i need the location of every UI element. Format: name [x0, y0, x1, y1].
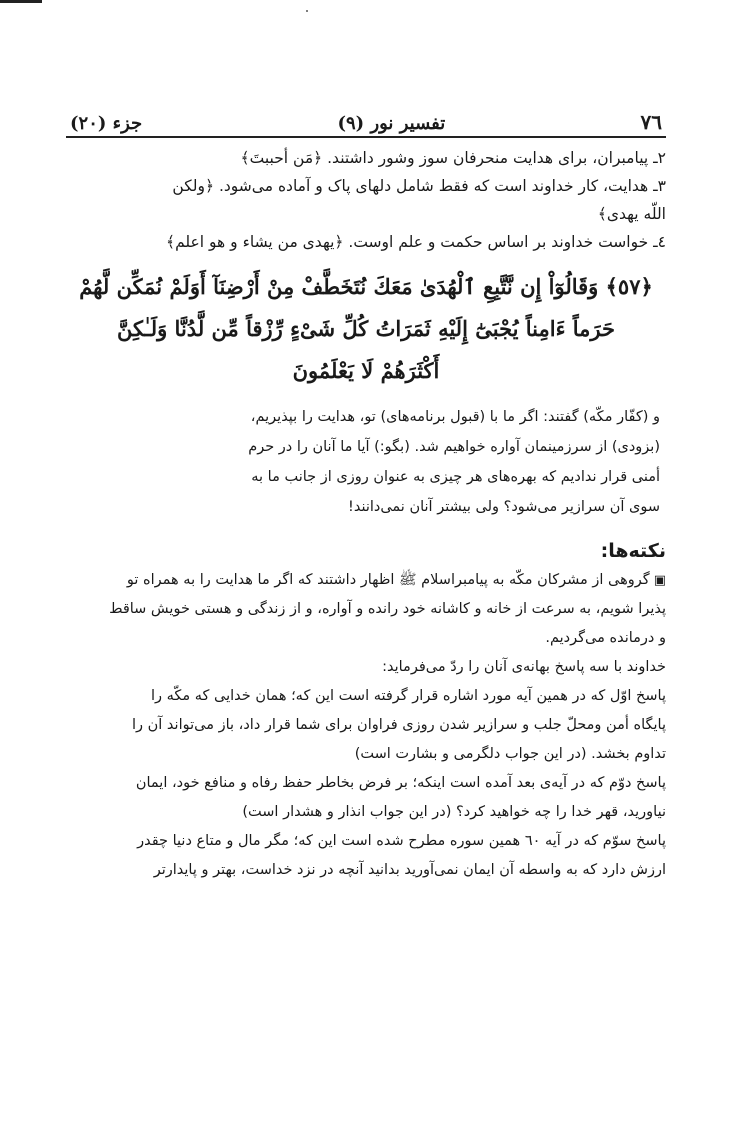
note-line-9: نیاورید، قهر خدا را چه خواهید کرد؟ (در این جواب انذار و هشدار است)	[242, 804, 666, 820]
verse-line-2: حَرَماً ءَامِناً يُجْبَىٰٓ إِلَيْهِ ثَمَرَاتُ كُلِّ شَىْءٍ رِّزْقاً مِّن لَّدُنَّا وَلَـٰكِنَّ	[116, 316, 616, 341]
page-header	[66, 104, 666, 138]
verse-translation	[66, 402, 666, 522]
note-line-4: خداوند با سه پاسخ بهانه‌ی آنان را ردّ می‌فرماید:	[382, 659, 666, 675]
verse-line-3: أَكْثَرَهُمْ لَا يَعْلَمُونَ	[292, 358, 440, 383]
point-4: ٤ـ خواست خداوند بر اساس حکمت و علم اوست. ﴿یهدی من یشاء و هو اعلم﴾	[166, 233, 666, 251]
notes-heading: نکته‌ها:	[600, 540, 666, 562]
point-2: ٢ـ پیامبران، برای هدایت منحرفان سوز وشور داشتند. ﴿مَن أحببتَ﴾	[240, 149, 666, 167]
note-line-5: پاسخ اوّل که در همین آیه مورد اشاره قرار گرفته است این که؛ همان خدایی که مکّه را	[150, 688, 666, 704]
note-line-6: پایگاه أمن ومحلّ جلب و سرازیر شدن روزی فراوان برای شما قرار داد، باز می‌تواند آن را	[132, 717, 666, 733]
square-bullet-icon: ▣	[653, 573, 666, 588]
translation-line-4: سوی آن سرازیر می‌شود؟ ولی بیشتر آنان نمی‌دانند!	[348, 499, 660, 515]
scan-dot	[306, 10, 308, 12]
note-line-11: ارزش دارد که به واسطه آن ایمان نمی‌آورید بدانید آنچه در نزد خداست، بهتر و پایدارتر	[153, 862, 666, 878]
note-line-10: پاسخ سوّم که در آیه ٦٠ همین سوره مطرح شده است این که؛ مگر مال و متاع دنیا چقدر	[137, 833, 666, 849]
note-line-1-text: گروهی از مشرکان مکّه به پیامبراسلام ﷺ اظهار داشتند که اگر ما هدایت را به همراه تو	[126, 572, 650, 588]
book-title: تفسیر نور (٩)	[337, 113, 446, 134]
book-page	[66, 104, 666, 885]
points-list	[66, 144, 666, 256]
note-line-1	[66, 566, 666, 595]
note-line-3: و درمانده می‌گردیم.	[545, 630, 666, 646]
notes-body	[66, 566, 666, 885]
top-rule-mark	[0, 0, 42, 3]
translation-line-2: (بزودی) از سرزمینمان آواره خواهیم شد. (بگو:) آیا ما آنان را در حرم	[248, 439, 660, 455]
note-line-7: تداوم بخشد. (در این جواب دلگرمی و بشارت است)	[354, 746, 666, 762]
point-3: ٣ـ هدایت، کار خداوند است که فقط شامل دلهای پاک و آماده می‌شود. ﴿ولکن	[172, 177, 666, 195]
note-line-8: پاسخ دوّم که در آیه‌ی بعد آمده است اینکه؛ بر فرض بخاطر حفظ رفاه و منافع خود، ایمان	[135, 775, 666, 791]
translation-line-1: و (کفّار مکّه) گفتند: اگر ما با (قبول برنامه‌های) تو، هدایت را بپذیریم،	[250, 409, 660, 425]
translation-line-3: أمنی قرار ندادیم که بهره‌های هر چیزی به عنوان روزی از جانب ما به	[251, 469, 660, 485]
quran-verse	[66, 266, 666, 392]
page-number: ٧٦	[640, 110, 662, 134]
note-line-2: پذیرا شویم، به سرعت از خانه و کاشانه خود رانده و آواره، و از زندگی و هستی خویش ساقط	[109, 601, 666, 617]
point-3-continued: اللّه یهدی﴾	[597, 205, 666, 223]
verse-line-1: ﴿٥٧﴾ وَقَالُوٓاْ إِن نَّتَّبِعِ ٱلْهُدَىٰ مَعَكَ نُتَخَطَّفْ مِنْ أَرْضِنَآ أَوَلَمْ نُمَكِّن لَّهُمْ	[79, 274, 653, 299]
juz-label: جزء (٢٠)	[70, 113, 143, 134]
